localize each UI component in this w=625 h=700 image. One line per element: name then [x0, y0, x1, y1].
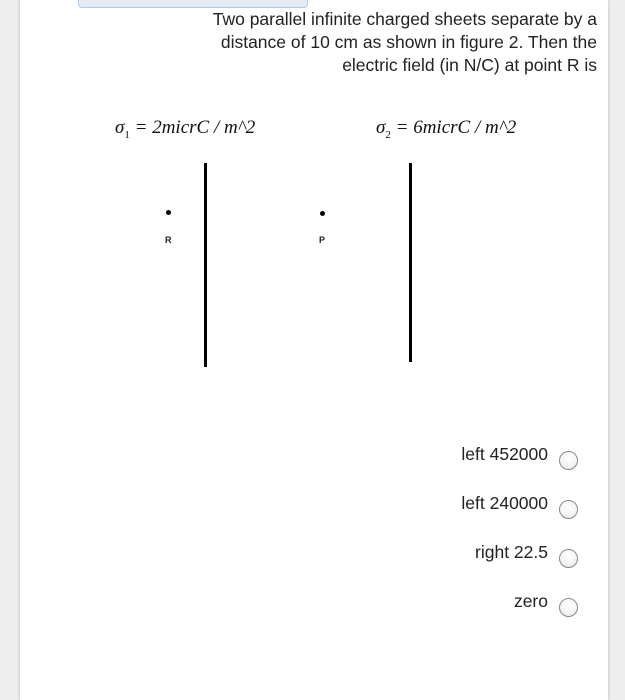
answer-option-1[interactable]	[461, 444, 578, 470]
point-r-label: R	[165, 235, 172, 245]
answer-option-1-label: left 452000	[461, 444, 548, 464]
top-tab	[78, 0, 308, 8]
answer-option-3-radio[interactable]	[559, 549, 578, 568]
sheet-1-expression: = 2micrC / m^2	[134, 117, 256, 138]
answer-option-1-radio[interactable]	[559, 451, 578, 470]
question-line-1: Two parallel infinite charged sheets separate by a	[212, 9, 597, 29]
answer-option-4-label: zero	[513, 591, 548, 611]
charged-sheet-1	[204, 163, 207, 367]
sigma-symbol-1: σ	[115, 117, 125, 138]
charged-sheet-2	[409, 163, 412, 362]
sheet-2-charge-density	[376, 117, 516, 141]
sheet-2-expression: = 6micrC / m^2	[395, 117, 517, 138]
sigma-subscript-2: 2	[385, 128, 391, 141]
answer-option-4-radio[interactable]	[559, 598, 578, 617]
answer-option-2-radio[interactable]	[559, 500, 578, 519]
sigma-symbol-2: σ	[376, 117, 386, 138]
point-r-dot	[166, 210, 171, 215]
answer-option-2[interactable]	[461, 493, 578, 519]
point-p-dot	[320, 211, 325, 216]
question-text	[80, 8, 597, 77]
answer-option-3-label: right 22.5	[475, 542, 548, 562]
question-card	[20, 0, 608, 700]
question-line-2: distance of 10 cm as shown in figure 2. Then the	[220, 32, 597, 52]
point-p-label: P	[319, 235, 326, 245]
answer-option-3[interactable]	[475, 542, 578, 568]
question-line-3: electric field (in N/C) at point R is	[342, 55, 597, 75]
sheet-1-charge-density	[115, 117, 255, 141]
answer-option-2-label: left 240000	[461, 493, 548, 513]
answer-option-4[interactable]	[513, 591, 578, 617]
sigma-subscript-1: 1	[124, 128, 130, 141]
